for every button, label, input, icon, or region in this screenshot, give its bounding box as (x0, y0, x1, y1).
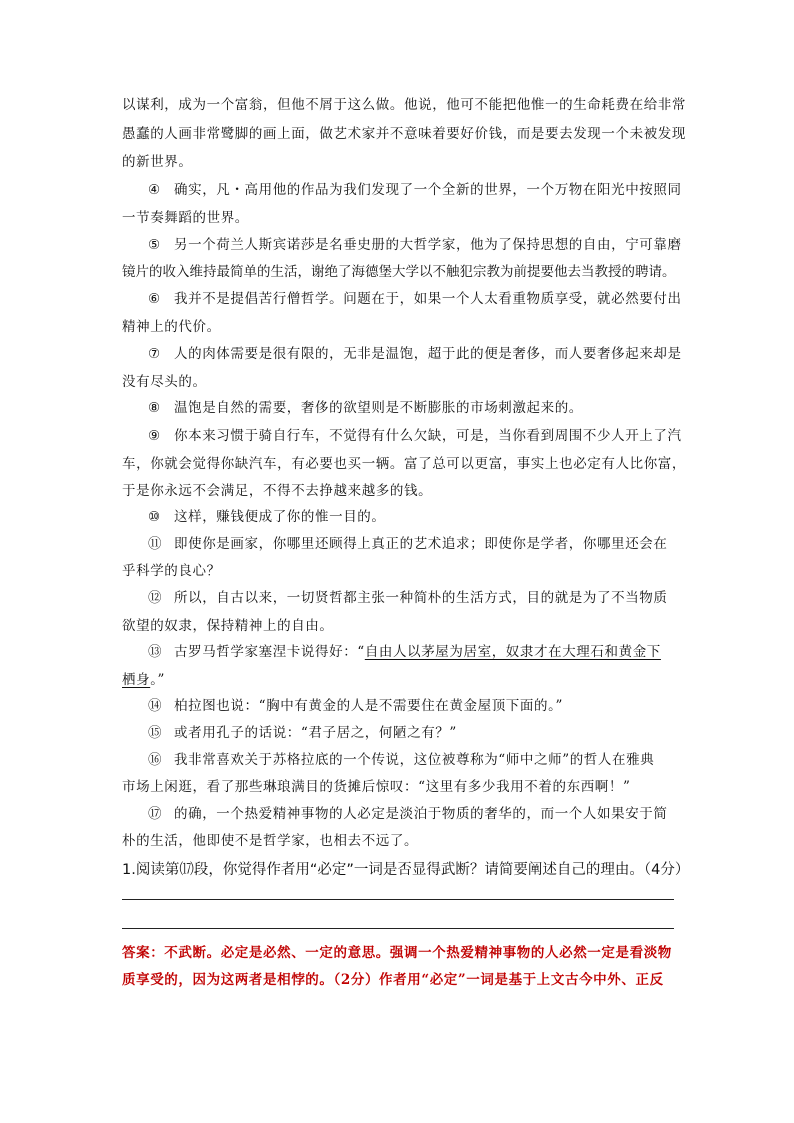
paragraph-line (122, 671, 682, 689)
paragraph-number: ⑧ (148, 400, 161, 416)
paragraph-line: 愚蠢的人画非常鹭脚的画上面，做艺术家并不意味着要好价钱，而是要去发现一个未被发现 (122, 126, 686, 142)
paragraph-line: 精神上的代价。 (122, 319, 221, 335)
question-1: 1.阅读第⒄段，你觉得作者用“必定”一词是否显得武断？请简要阐述自己的理由。（4分） (122, 862, 690, 878)
answer-line (122, 899, 674, 900)
paragraph-number: ⑬ (148, 644, 163, 660)
paragraph-8 (148, 399, 708, 417)
paragraph-10 (148, 508, 708, 526)
paragraph-line: 一节奏舞蹈的世界。 (122, 210, 249, 226)
paragraph-line: 车，你就会觉得你缺汽车，有必要也买一辆。富了总可以更富，事实上也必定有人比你富， (122, 456, 686, 472)
paragraph-text: 你本来习惯于骑自行车，不觉得有什么欠缺，可是，当你看到周围不少人开上了汽 (174, 428, 682, 444)
paragraph-9 (148, 427, 708, 445)
paragraph-4 (148, 181, 708, 199)
paragraph-text: 。” (150, 672, 166, 688)
paragraph-text: 温饱是自然的需要，奢侈的欲望则是不断膨胀的市场刺激起来的。 (174, 400, 583, 416)
paragraph-text: 柏拉图也说：“胸中有黄金的人是不需要住在黄金屋顶下面的。” (174, 698, 563, 714)
paragraph-number: ⑪ (148, 536, 163, 552)
paragraph-number: ⑦ (148, 346, 161, 362)
paragraph-line: 以谋利，成为一个富翁，但他不屑于这么做。他说，他可不能把他惟一的生命耗费在给非常 (122, 97, 686, 113)
paragraph-number: ⑤ (148, 237, 161, 253)
paragraph-number: ⑩ (148, 509, 161, 525)
paragraph-text: 我并不是提倡苦行僧哲学。问题在于，如果一个人太看重物质享受，就必然要付出 (174, 291, 682, 307)
paragraph-14 (148, 697, 708, 715)
answer-line (122, 928, 674, 929)
paragraph-text: 或者用孔子的话说：“君子居之，何陋之有？” (174, 725, 457, 741)
paragraph-text: 确实，凡・高用他的作品为我们发现了一个全新的世界，一个万物在阳光中按照同 (174, 182, 682, 198)
paragraph-16 (148, 751, 708, 769)
paragraph-12 (148, 589, 708, 607)
paragraph-number: ⑨ (148, 428, 161, 444)
paragraph-7 (148, 345, 708, 363)
answer-text: 答案：不武断。必定是必然、一定的意思。强调一个热爱精神事物的人必然一定是看淡物 (122, 945, 672, 961)
paragraph-number: ⑭ (148, 698, 163, 714)
paragraph-17 (148, 805, 708, 823)
paragraph-text: 所以，自古以来，一切贤哲都主张一种简朴的生活方式，目的就是为了不当物质 (174, 590, 668, 606)
paragraph-line: 朴的生活，他即使不是哲学家，也相去不远了。 (122, 833, 419, 849)
paragraph-13 (148, 643, 708, 661)
paragraph-number: ⑰ (148, 806, 163, 822)
paragraph-number: ⑮ (148, 725, 163, 741)
paragraph-line: 市场上闲逛，看了那些琳琅满目的货摊后惊叹：“这里有多少我用不着的东西啊！” (122, 779, 631, 795)
underlined-quote: 栖身 (122, 672, 151, 688)
paragraph-text: 这样，赚钱便成了你的惟一目的。 (174, 509, 386, 525)
paragraph-line: 镜片的收入维持最简单的生活，谢绝了海德堡大学以不触犯宗教为前提要他去当教授的聘请。 (122, 264, 676, 280)
answer-text: 质享受的，因为这两者是相悖的。（2分）作者用“必定”一词是基于上文古今中外、正反 (122, 972, 664, 988)
paragraph-text: 古罗马哲学家塞涅卡说得好：“ (174, 644, 365, 660)
paragraph-text: 另一个荷兰人斯宾诺莎是名垂史册的大哲学家，他为了保持思想的自由，宁可靠磨 (174, 237, 682, 253)
paragraph-number: ⑫ (148, 590, 163, 606)
paragraph-6 (148, 290, 708, 308)
paragraph-number: ④ (148, 182, 161, 198)
paragraph-text: 的确，一个热爱精神事物的人必定是淡泊于物质的奢华的，而一个人如果安于简 (174, 806, 668, 822)
paragraph-line: 的新世界。 (122, 154, 193, 170)
paragraph-11 (148, 535, 708, 553)
paragraph-text: 即使你是画家，你哪里还顾得上真正的艺术追求；即使你是学者，你哪里还会在 (174, 536, 668, 552)
underlined-quote: 自由人以茅屋为居室，奴隶才在大理石和黄金下 (364, 644, 661, 660)
paragraph-line: 乎科学的良心？ (122, 563, 221, 579)
paragraph-number: ⑯ (148, 752, 163, 768)
paragraph-15 (148, 724, 708, 742)
paragraph-5 (148, 236, 708, 254)
paragraph-line: 欲望的奴隶，保持精神上的自由。 (122, 618, 334, 634)
paragraph-text: 人的肉体需要是很有限的，无非是温饱，超于此的便是奢侈，而人要奢侈起来却是 (174, 346, 682, 362)
paragraph-line: 于是你永远不会满足，不得不去挣越来越多的钱。 (122, 483, 433, 499)
paragraph-text: 我非常喜欢关于苏格拉底的一个传说，这位被尊称为“师中之师”的哲人在雅典 (174, 752, 655, 768)
paragraph-number: ⑥ (148, 291, 161, 307)
paragraph-line: 没有尽头的。 (122, 374, 207, 390)
